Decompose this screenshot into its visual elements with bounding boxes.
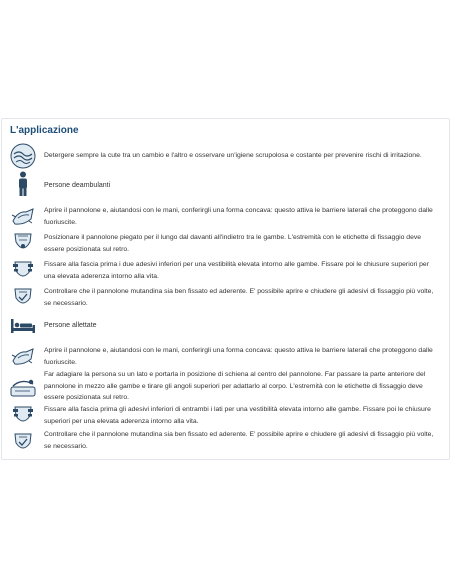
step-text: Posizionare il pannolone piegato per il lungo dal davanti all'indietro tra le gambe. L'estremità con le etichette di fissaggio deve essere posizionata sul retro. — [44, 234, 422, 253]
step-open-diaper-bed — [10, 343, 440, 369]
standing-person-icon — [10, 171, 36, 197]
step-lay-on-diaper — [10, 370, 440, 406]
diaper-position-icon — [10, 230, 36, 256]
step-text: Detergere sempre la cute tra un cambio e l'altro e osservare un'igiene scrupolosa e costante per prevenire rischi di irritazione. — [44, 152, 422, 159]
heading-bedridden-persons — [10, 313, 440, 337]
step-position-diaper — [10, 230, 440, 256]
diaper-fasten-icon — [10, 402, 36, 428]
step-text: Aprire il pannolone e, aiutandosi con le mani, conferirgli una forma concava: questo attiva le barriere laterali che proteggono dalle fuoriuscite. — [44, 347, 433, 366]
step-text: Controllare che il pannolone mutandina sia ben fissato ed aderente. E' possibile aprire e chiudere gli adesivi di fissaggio più volte, se necessario. — [44, 288, 434, 307]
step-text: Fissare alla fascia prima i due adesivi inferiori per una vestibilità elevata intorno alle gambe. Fissare poi le chiusure superiori per una elevata aderenza intorno alla vita. — [44, 261, 429, 280]
step-skin-care — [10, 143, 440, 169]
heading-label: Persone deambulanti — [44, 182, 111, 189]
diaper-check-icon — [10, 429, 36, 455]
diaper-lying-icon — [10, 374, 36, 400]
step-text: Aprire il pannolone e, aiutandosi con le mani, conferirgli una forma concava: questo attiva le barriere laterali che proteggono dalle fuoriuscite. — [44, 207, 433, 226]
step-check-diaper-bed — [10, 429, 440, 455]
diaper-fasten-icon — [10, 257, 36, 283]
skin-wash-icon — [10, 143, 36, 169]
step-text: Controllare che il pannolone mutandina sia ben fissato ed aderente. E' possibile aprire e chiudere gli adesivi di fissaggio più volte, se necessario. — [44, 431, 434, 450]
diaper-check-icon — [10, 284, 36, 310]
heading-walking-persons — [10, 171, 440, 199]
diaper-fold-icon — [10, 343, 36, 369]
step-fasten-diaper — [10, 257, 440, 283]
section-title: L'applicazione — [10, 125, 79, 136]
diaper-fold-icon — [10, 203, 36, 229]
step-check-diaper — [10, 284, 440, 310]
bed-icon — [10, 313, 36, 339]
step-fasten-diaper-bed — [10, 402, 440, 428]
heading-label: Persone allettate — [44, 322, 97, 329]
step-text: Far adagiare la persona su un lato e portarla in posizione di schiena al centro del pannolone. Far passare la parte anteriore del pannolone in mezzo alle gambe e tirare gli angoli superiori per adattarlo al corpo. L'estremità con le etichette di fissaggio deve essere posizionata sul retro. — [44, 371, 426, 401]
step-open-diaper — [10, 203, 440, 229]
step-text: Fissare alla fascia prima gli adesivi inferiori di entrambi i lati per una vestibilità elevata intorno alle gambe. Fissare poi le chiusure superiori per una elevata aderenza intorno alla vita. — [44, 406, 431, 425]
